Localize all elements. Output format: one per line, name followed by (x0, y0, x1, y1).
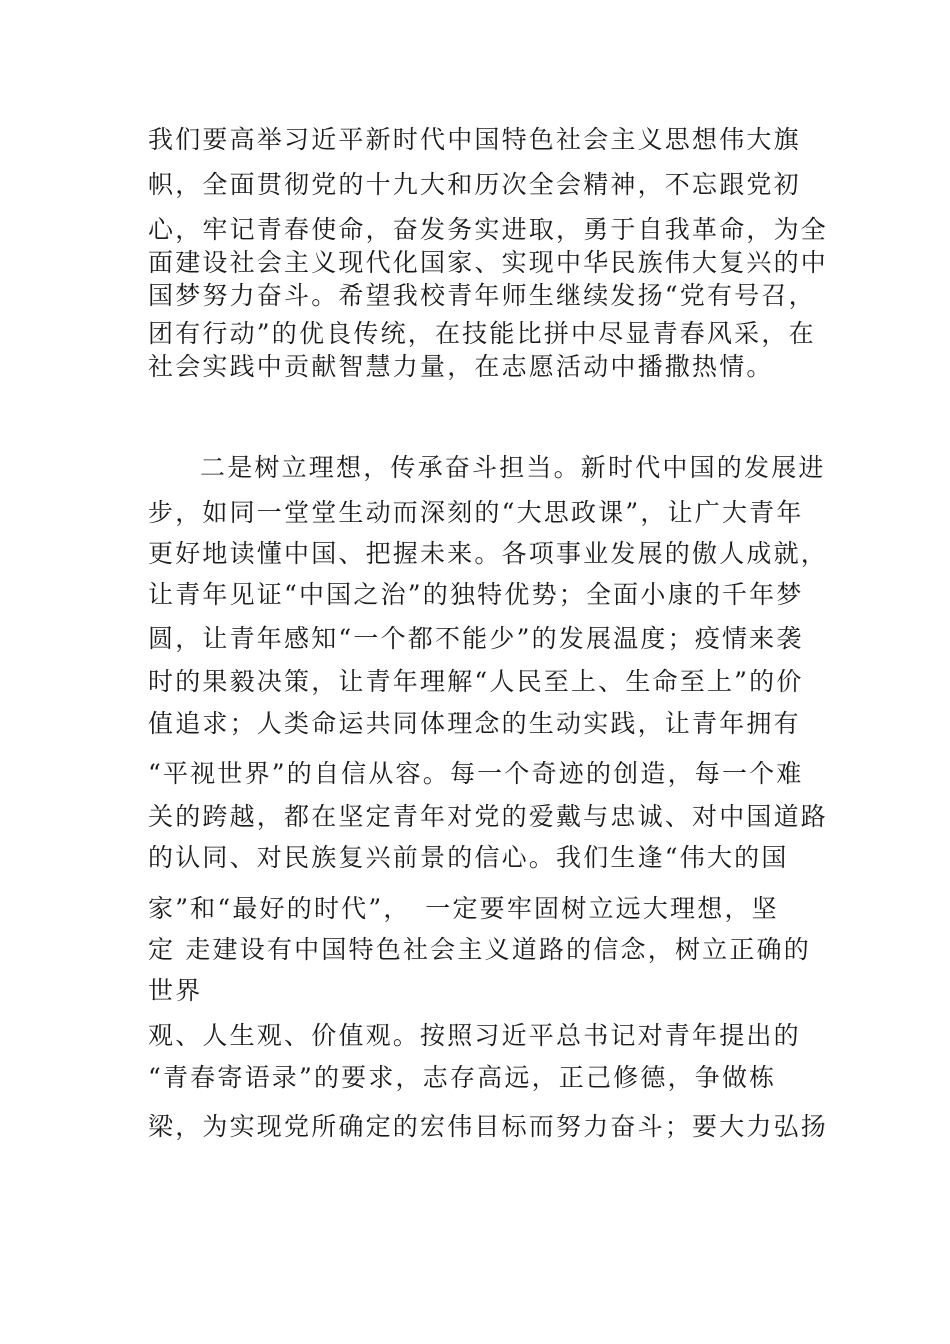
text-line: 让青年见证“中国之治”的独特优势；全面小康的千年梦 (148, 580, 804, 609)
text-line: 时的果毅决策，让青年理解“人民至上、生命至上”的价 (148, 667, 804, 696)
text-line: 社会实践中贡献智慧力量，在志愿活动中播撒热情。 (148, 352, 774, 381)
text-line: “青春寄语录”的要求，志存高远，正己修德，争做栋 (148, 1063, 777, 1092)
paragraph-start-line: 二是树立理想，传承奋斗担当。新时代中国的发展进 (200, 453, 826, 482)
text-line: 步，如同一堂堂生动而深刻的“大思政课”，让广大青年 (148, 498, 804, 527)
text-line: 心，牢记青春使命，奋发务实进取，勇于自我革命，为全 (148, 215, 829, 244)
text-line: 关的跨越，都在坚定青年对党的爱戴与忠诚、对中国道路 (148, 802, 829, 831)
text-line: 值追求；人类命运共同体理念的生动实践，让青年拥有 (148, 709, 801, 738)
text-line: 国梦努力奋斗。希望我校青年师生继续发扬“党有号召， (148, 281, 816, 310)
text-line: 面建设社会主义现代化国家、实现中华民族伟大复兴的中 (148, 248, 829, 277)
text-line: 团有行动”的优良传统，在技能比拼中尽显青春风采，在 (148, 319, 816, 348)
text-line: 定 走建设有中国特色社会主义道路的信念，树立正确的 (148, 935, 811, 964)
text-line: 我们要高举习近平新时代中国特色社会主义思想伟大旗 (148, 125, 801, 154)
text-line: 家”和“最好的时代”， 一定要牢固树立远大理想，坚 (148, 894, 779, 923)
text-line: 梁，为实现党所确定的宏伟目标而努力奋斗；要大力弘扬 (148, 1112, 829, 1141)
text-line: 观、人生观、价值观。按照习近平总书记对青年提出的 (148, 1021, 801, 1050)
text-line: 更好地读懂中国、把握未来。各项事业发展的傲人成就， (148, 539, 829, 568)
text-line: 的认同、对民族复兴前景的信心。我们生逢“伟大的国 (148, 843, 789, 872)
text-line: 帜，全面贯彻党的十九大和历次全会精神，不忘跟党初 (148, 170, 801, 199)
text-line: 圆，让青年感知“一个都不能少”的发展温度；疫情来袭 (148, 624, 804, 653)
text-line: 世界 (148, 976, 203, 1005)
text-line: “平视世界”的自信从容。每一个奇迹的创造，每一个难 (148, 759, 804, 788)
